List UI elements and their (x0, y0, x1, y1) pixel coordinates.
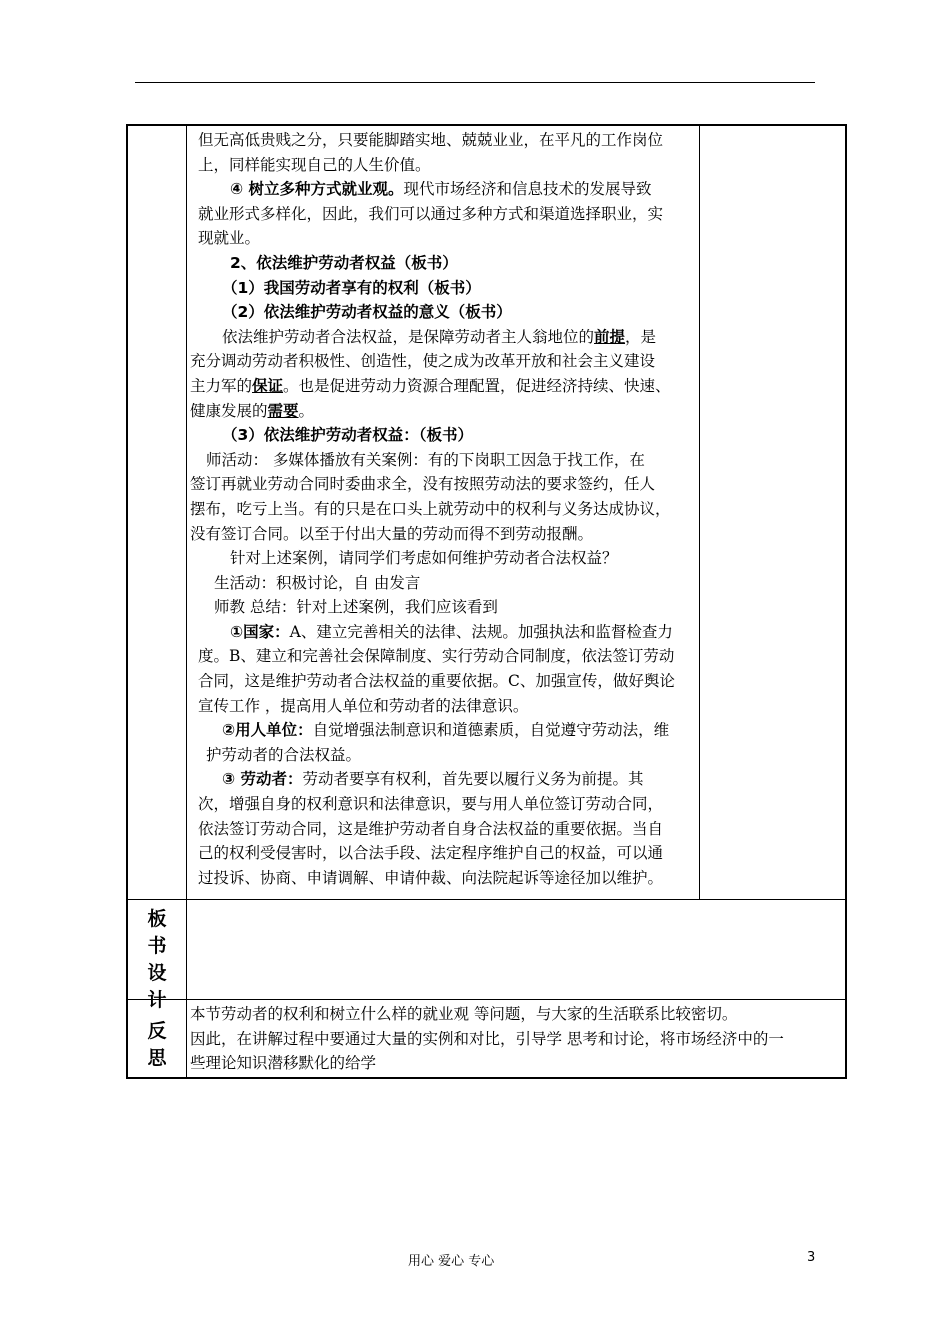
content-line (190, 546, 698, 571)
board-label-char: 板 (147, 908, 167, 930)
lesson-plan-table (126, 124, 847, 1079)
bold-heading: ②用人单位： (222, 721, 313, 740)
text-segment: 宣传工作 ，提高用人单位和劳动者的法律意识。 (198, 696, 529, 715)
text-segment: 签订再就业劳动合同时委曲求全，没有按照劳动法的要求签约，任人 (190, 475, 656, 494)
text-segment: 但无高低贵贱之分，只要能脚踏实地、兢兢业业，在平凡的工作岗位 (198, 131, 664, 149)
text-segment: 上，同样能实现自己的人生价值。 (198, 155, 431, 174)
content-line (190, 522, 698, 547)
text-segment: 己的权利受侵害时，以合法手段、法定程序维护自己的权益，可以通 (198, 844, 664, 863)
reflection-line: 本节劳动者的权利和树立什么样的就业观 等问题，与大家的生活联系比较密切。 (190, 1005, 738, 1023)
content-line (190, 644, 698, 669)
text-segment: 就业形式多样化，因此，我们可以通过多种方式和渠道选择职业，实 (198, 204, 664, 223)
board-label-char: 计 (147, 989, 167, 1011)
header-rule (135, 82, 815, 83)
content-line (190, 743, 698, 768)
reflect-label-char: 思 (147, 1047, 167, 1069)
notes-column-divider (699, 126, 700, 899)
reflection-line: 些理论知识潜移默化的给学 (190, 1054, 377, 1073)
text-segment: 依法维护劳动者合法权益，是保障劳动者主人翁地位的 (222, 327, 595, 346)
text-segment: ，是 (625, 327, 657, 346)
text-segment: 依法签订劳动合同，这是维护劳动者自身合法权益的重要依据。当自 (198, 819, 664, 838)
content-line (190, 595, 698, 620)
text-segment: 劳动者要享有权利，首先要以履行义务为前提。其 (302, 770, 644, 789)
content-line (190, 349, 698, 374)
teaching-process-content (190, 128, 698, 890)
content-line (190, 300, 698, 325)
text-segment: 过投诉、协商、申请调解、申请仲裁、向法院起诉等途径加以维护。 (198, 868, 664, 887)
text-segment: 主力军的 (190, 376, 253, 395)
board-design-label (128, 904, 186, 1012)
content-line (190, 571, 698, 596)
reflection-content (190, 1002, 842, 1076)
content-line (190, 841, 698, 866)
content-line (190, 497, 698, 522)
text-segment: 度。B、建立和完善社会保障制度、实行劳动合同制度，依法签订劳动 (198, 647, 675, 666)
bold-heading: ③ 劳动者： (222, 770, 303, 789)
row-divider-board (128, 899, 845, 900)
text-segment: 师教 总结：针对上述案例，我们应该看到 (214, 598, 498, 617)
text-segment: 摆布，吃亏上当。有的只是在口头上就劳动中的权利与义务达成协议， (190, 499, 671, 518)
content-line (190, 202, 698, 227)
bold-heading: ①国家： (230, 622, 290, 641)
content-line (190, 792, 698, 817)
text-segment: 合同，这是维护劳动者合法权益的重要依据。C、加强宣传，做好舆论 (198, 672, 675, 691)
reflection-line: 因此，在讲解过程中要通过大量的实例和对比，引导学 思考和讨论，将市场经济中的一 (190, 1029, 784, 1048)
content-line (190, 423, 698, 448)
content-line (190, 153, 698, 178)
text-segment: 生活动：积极讨论，自 由发言 (214, 573, 421, 592)
content-line (190, 694, 698, 719)
page-footer: 用心 爱心 专心 (408, 1254, 495, 1269)
content-line (190, 276, 698, 301)
content-line (190, 448, 698, 473)
row-divider-reflect (128, 999, 845, 1000)
bold-heading: （1）我国劳动者享有的权利（板书） (222, 278, 481, 297)
content-line (190, 177, 698, 202)
text-segment: 自觉增强法制意识和道德素质，自觉遵守劳动法，维 (312, 721, 670, 740)
text-segment: 师活动： 多媒体播放有关案例：有的下岗职工因急于找工作，在 (206, 450, 645, 469)
content-line (190, 251, 698, 276)
content-line (190, 817, 698, 842)
bold-heading: ④ 树立多种方式就业观。 (230, 180, 404, 199)
board-label-char: 书 (147, 935, 167, 957)
emphasis-term: 需要 (267, 401, 299, 420)
board-label-char: 设 (147, 962, 167, 984)
bold-heading: 2、依法维护劳动者权益（板书） (230, 253, 458, 272)
content-line (190, 226, 698, 251)
content-line (190, 767, 698, 792)
emphasis-term: 前提 (594, 327, 626, 346)
text-segment: 针对上述案例，请同学们考虑如何维护劳动者合法权益？ (230, 549, 618, 568)
bold-heading: （3）依法维护劳动者权益：（板书） (222, 426, 474, 445)
text-segment: 充分调动劳动者积极性、创造性，使之成为改革开放和社会主义建设 (190, 352, 656, 371)
reflect-label-char: 反 (147, 1020, 167, 1042)
content-line (190, 472, 698, 497)
emphasis-term: 保证 (252, 376, 284, 395)
content-line (190, 669, 698, 694)
content-line (190, 399, 698, 424)
text-segment: 次，增强自身的权利意识和法律意识，要与用人单位签订劳动合同， (198, 795, 664, 814)
text-segment: 没有签订合同。以至于付出大量的劳动而得不到劳动报酬。 (190, 524, 594, 543)
content-line (190, 620, 698, 645)
reflection-label (128, 1016, 186, 1070)
content-line (190, 866, 698, 891)
text-segment: 健康发展的 (190, 401, 268, 420)
text-segment: 护劳动者的合法权益。 (206, 745, 362, 764)
content-line (190, 128, 698, 153)
content-line (190, 374, 698, 399)
text-segment: 现代市场经济和信息技术的发展导致 (403, 180, 652, 199)
label-column-divider (186, 126, 187, 1077)
bold-heading: （2）依法维护劳动者权益的意义（板书） (222, 303, 512, 322)
content-line (190, 718, 698, 743)
text-segment: 现就业。 (198, 229, 261, 248)
content-line (190, 325, 698, 350)
text-segment: 。也是促进劳动力资源合理配置，促进经济持续、快速、 (283, 376, 671, 395)
page-number: 3 (807, 1250, 816, 1265)
text-segment: A、建立完善相关的法律、法规。加强执法和监督检查力 (289, 622, 673, 641)
text-segment: 。 (298, 401, 315, 420)
